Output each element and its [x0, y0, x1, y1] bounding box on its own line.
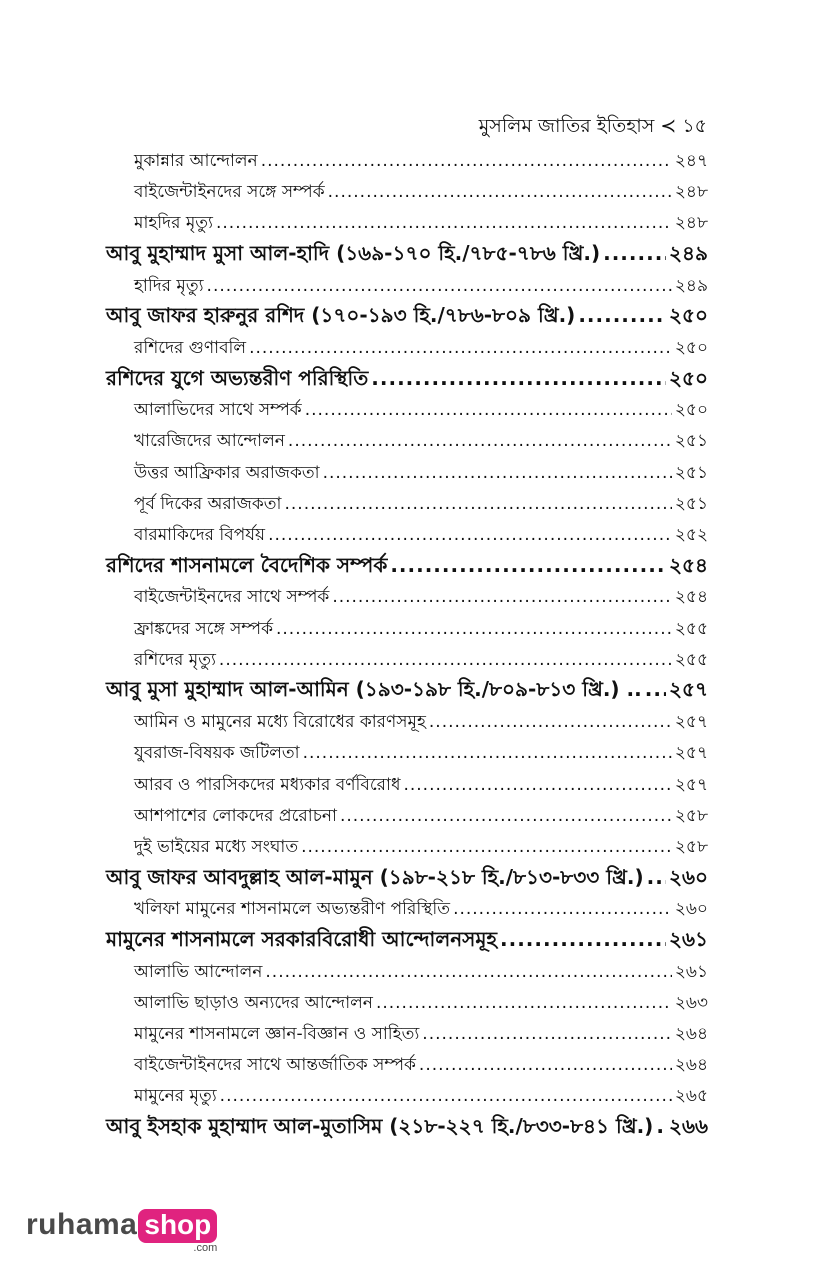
toc-entry-page-number: ২৫৪ [674, 587, 708, 608]
dot-leader [422, 1024, 672, 1044]
dot-leader [261, 151, 672, 171]
logo-shop-badge: shop [138, 1209, 217, 1243]
toc-entry-page-number: ২৫৮ [674, 836, 708, 857]
toc-entry-page-number: ২৬০ [674, 899, 708, 920]
toc-entry-title: আরব ও পারসিকদের মধ্যকার বর্ণবিরোধ [134, 774, 401, 795]
toc-section-entry [106, 140, 708, 171]
toc-entry-title: বাইজেন্টাইনদের সাথে সম্পর্ক [134, 587, 330, 608]
toc-chapter-entry [106, 545, 708, 576]
toc-chapter-entry [106, 920, 708, 951]
toc-entry-page-number: ২৫৫ [674, 649, 708, 670]
toc-entry-title: হাদির মৃত্যু [134, 275, 204, 296]
toc-entry-page-number: ২৪৯ [674, 275, 708, 296]
toc-entry-page-number: ২৬৫ [674, 1086, 708, 1107]
toc-section-entry [106, 608, 708, 639]
dot-leader [323, 463, 672, 483]
toc-entry-page-number: ২৫১ [674, 493, 708, 514]
dot-leader [305, 400, 672, 420]
toc-section-entry [106, 514, 708, 545]
toc-section-entry [106, 795, 708, 826]
dot-leader [429, 712, 672, 732]
dot-leader [303, 743, 672, 763]
toc-entry-page-number: ২৬৪ [674, 1024, 708, 1045]
toc-section-entry [106, 639, 708, 670]
dot-leader [371, 366, 666, 390]
toc-chapter-entry [106, 234, 708, 265]
toc-entry-title: রশিদের মৃত্যু [134, 649, 216, 670]
dot-leader [656, 1114, 666, 1138]
toc-entry-title: বাইজেন্টাইনদের সাথে আন্তর্জাতিক সম্পর্ক [134, 1055, 416, 1076]
toc-entry-page-number: ২৫৮ [674, 805, 708, 826]
toc-entry-title: আলাভি আন্দোলন [134, 961, 263, 982]
dot-leader [603, 241, 666, 265]
toc-entry-title: আবু জাফর হারুনুর রশিদ (১৭০-১৯৩ হি./৭৮৬-৮০৯ খ্রি.) [106, 303, 576, 328]
toc-entry-page-number: ২৫০ [669, 303, 708, 328]
toc-entry-page-number: ২৫৭ [674, 743, 708, 764]
toc-entry-page-number: ২৫৭ [669, 677, 708, 702]
dot-leader [301, 837, 672, 857]
dot-leader [220, 1086, 672, 1106]
toc-section-entry [106, 889, 708, 920]
toc-entry-page-number: ২৫৫ [674, 618, 708, 639]
toc-entry-page-number: ২৫১ [674, 431, 708, 452]
toc-entry-title: আবু মুসা মুহাম্মাদ আল-আমিন (১৯৩-১৯৮ হি./৮০৯-৮১৩ খ্রি.) .. [106, 677, 642, 702]
dot-leader [265, 962, 671, 982]
dot-leader [647, 865, 666, 889]
toc-chapter-entry [106, 1107, 708, 1138]
toc-entry-title: মাহদির মৃত্যু [134, 213, 213, 234]
toc-entry-title: দুই ভাইয়ের মধ্যে সংঘাত [134, 836, 299, 857]
dot-leader [219, 650, 672, 670]
toc-entry-page-number: ২৫৭ [674, 774, 708, 795]
dot-leader [453, 899, 672, 919]
toc-section-entry [106, 826, 708, 857]
toc-entry-title: আবু ইসহাক মুহাম্মাদ আল-মুতাসিম (২১৮-২২৭ হি./৮৩৩-৮৪১ খ্রি.) [106, 1114, 654, 1138]
toc-entry-page-number: ২৫৭ [674, 712, 708, 733]
toc-entry-page-number: ২৬৬ [668, 1114, 708, 1138]
toc-entry-page-number: ২৫২ [674, 525, 708, 546]
toc-entry-page-number: ২৫০ [669, 365, 708, 390]
toc-entry-title: উত্তর আফ্রিকার অরাজকতা [134, 462, 320, 483]
toc-section-entry [106, 421, 708, 452]
toc-chapter-entry [106, 857, 708, 888]
toc-entry-page-number: ২৫০ [674, 400, 708, 421]
toc-entry-page-number: ২৪৭ [674, 150, 708, 171]
toc-section-entry [106, 483, 708, 514]
logo-domain-text: .com [193, 1242, 218, 1254]
toc-entry-page-number: ২৪৮ [674, 213, 708, 234]
toc-entry-title: রশিদের গুণাবলি [134, 337, 247, 358]
toc-section-entry [106, 701, 708, 732]
toc-entry-title: খারেজিদের আন্দোলন [134, 431, 285, 452]
toc-entry-title: মামুনের মৃত্যু [134, 1086, 217, 1107]
dot-leader [376, 993, 672, 1013]
toc-entry-title: আবু জাফর আবদুল্লাহ আল-মামুন (১৯৮-২১৮ হি./৮১৩-৮৩৩ খ্রি.) [106, 864, 644, 889]
dot-leader [340, 806, 672, 826]
toc-entry-page-number: ২৪৮ [674, 181, 708, 202]
toc-entry-page-number: ২৬৩ [674, 992, 708, 1013]
toc-entry-page-number: ২৪৯ [669, 240, 708, 265]
dot-leader [268, 525, 672, 545]
toc-section-entry [106, 951, 708, 982]
toc-section-entry [106, 764, 708, 795]
toc-section-entry [106, 733, 708, 764]
table-of-contents [106, 140, 708, 1138]
logo-ruhama-text: ruhama [26, 1208, 138, 1241]
toc-section-entry [106, 171, 708, 202]
dot-leader [216, 213, 672, 233]
toc-section-entry [106, 202, 708, 233]
toc-chapter-entry [106, 670, 708, 701]
dot-leader [500, 927, 666, 951]
toc-entry-page-number: ২৬১ [669, 926, 708, 951]
toc-entry-title: খলিফা মামুনের শাসনামলে অভ্যন্তরীণ পরিস্থিতি [134, 899, 451, 920]
dot-leader [249, 338, 672, 358]
dot-leader [645, 677, 666, 701]
toc-entry-title: মামুনের শাসনামলে জ্ঞান-বিজ্ঞান ও সাহিত্য [134, 1024, 420, 1045]
toc-entry-page-number: ২৬১ [674, 961, 708, 982]
running-header: মুসলিম জাতির ইতিহাস ≺ ১৫ [478, 115, 707, 137]
toc-chapter-entry [106, 358, 708, 389]
toc-entry-title: বাইজেন্টাইনদের সঙ্গে সম্পর্ক [134, 181, 325, 202]
toc-entry-title: বারমাকিদের বিপর্যয় [134, 525, 266, 546]
toc-entry-title: যুবরাজ-বিষয়ক জটিলতা [134, 743, 300, 764]
toc-entry-page-number: ২৫১ [674, 462, 708, 483]
toc-entry-page-number: ২৫৪ [669, 552, 708, 577]
toc-section-entry [106, 265, 708, 296]
toc-entry-title: ফ্রাঙ্কদের সঙ্গে সম্পর্ক [134, 618, 273, 639]
toc-section-entry [106, 982, 708, 1013]
toc-section-entry [106, 452, 708, 483]
dot-leader [419, 1055, 672, 1075]
toc-section-entry [106, 390, 708, 421]
toc-section-entry [106, 1044, 708, 1075]
toc-entry-title: আবু মুহাম্মাদ মুসা আল-হাদি (১৬৯-১৭০ হি./৭৮৫-৭৮৬ খ্রি.) [106, 240, 601, 265]
toc-entry-page-number: ২৬৪ [674, 1055, 708, 1076]
toc-section-entry [106, 1013, 708, 1044]
toc-section-entry [106, 577, 708, 608]
toc-entry-title: পূর্ব দিকের অরাজকতা [134, 493, 282, 514]
toc-entry-title: মুকান্নার আন্দোলন [134, 150, 258, 171]
dot-leader [288, 431, 672, 451]
toc-entry-title: রশিদের যুগে অভ্যন্তরীণ পরিস্থিতি [106, 365, 369, 390]
ruhamashop-logo [26, 1208, 218, 1254]
toc-entry-title: আশপাশের লোকদের প্ররোচনা [134, 805, 337, 826]
toc-chapter-entry [106, 296, 708, 327]
dot-leader [332, 587, 672, 607]
dot-leader [328, 182, 672, 202]
dot-leader [207, 276, 672, 296]
toc-entry-title: মামুনের শাসনামলে সরকারবিরোধী আন্দোলনসমূহ [106, 926, 498, 951]
toc-entry-title: রশিদের শাসনামলে বৈদেশিক সম্পর্ক [106, 552, 388, 577]
dot-leader [578, 303, 666, 327]
toc-section-entry [106, 1076, 708, 1107]
toc-entry-title: আলাভিদের সাথে সম্পর্ক [134, 400, 302, 421]
toc-section-entry [106, 327, 708, 358]
toc-entry-title: আলাভি ছাড়াও অন্যদের আন্দোলন [134, 992, 373, 1013]
dot-leader [403, 775, 671, 795]
dot-leader [284, 494, 671, 514]
toc-entry-page-number: ২৬০ [668, 864, 708, 889]
toc-entry-title: আমিন ও মামুনের মধ্যে বিরোধের কারণসমূহ [134, 712, 426, 733]
dot-leader [276, 619, 672, 639]
dot-leader [390, 553, 666, 577]
toc-entry-page-number: ২৫০ [674, 337, 708, 358]
